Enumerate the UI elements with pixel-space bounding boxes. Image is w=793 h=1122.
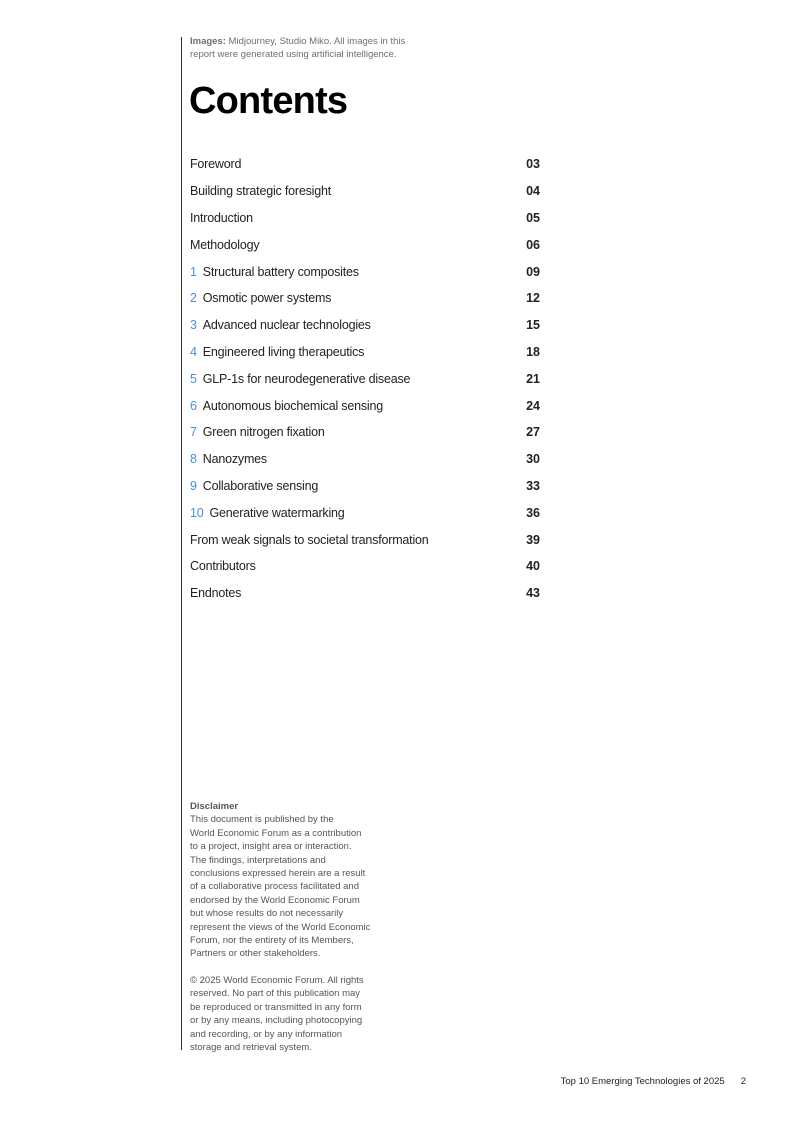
toc-entry-label: Generative watermarking: [209, 505, 345, 520]
toc-entry[interactable]: [190, 178, 542, 205]
toc-entry-label: Methodology: [190, 237, 260, 252]
disclaimer-line: World Economic Forum as a contribution: [190, 827, 362, 839]
toc-entry-page: 05: [526, 210, 540, 225]
disclaimer-line: of a collaborative process facilitated and: [190, 881, 359, 893]
toc-entry-page: 43: [526, 586, 540, 601]
toc-entry[interactable]: [190, 580, 542, 607]
toc-entry[interactable]: [190, 339, 542, 366]
toc-entry-page: 03: [526, 157, 540, 172]
copyright-line: be reproduced or transmitted in any form: [190, 1001, 362, 1013]
page-title: Contents: [189, 80, 348, 122]
toc-entry[interactable]: [190, 285, 542, 312]
toc-entry-number: 7: [190, 425, 197, 440]
disclaimer-line: represent the views of the World Economic: [190, 921, 371, 933]
toc-entry-label: Structural battery composites: [202, 264, 359, 279]
copyright-line: reserved. No part of this publication may: [190, 988, 361, 1000]
toc-entry-page: 39: [526, 532, 540, 547]
disclaimer-line: The findings, interpretations and: [190, 854, 326, 866]
toc-entry[interactable]: [190, 151, 542, 178]
table-of-contents: [190, 151, 542, 607]
disclaimer-heading: Disclaimer: [190, 801, 239, 812]
toc-entry-label: Autonomous biochemical sensing: [202, 398, 383, 413]
toc-entry-number: 3: [190, 318, 197, 333]
toc-entry-number: 8: [190, 452, 197, 467]
toc-entry-number: 4: [190, 344, 197, 359]
disclaimer-line: endorsed by the World Economic Forum: [190, 894, 360, 906]
toc-entry-label: From weak signals to societal transformation: [190, 532, 429, 547]
toc-entry-page: 36: [526, 505, 540, 520]
image-credits-label: Images:: [190, 36, 226, 47]
toc-entry-number: 5: [190, 371, 197, 386]
footer-report-title: Top 10 Emerging Technologies of 2025: [560, 1076, 725, 1087]
toc-entry[interactable]: [190, 231, 542, 258]
disclaimer-text: [190, 813, 380, 960]
toc-entry-page: 09: [526, 264, 540, 279]
footer-page-number: 2: [740, 1076, 746, 1087]
toc-entry[interactable]: [190, 473, 542, 500]
toc-entry[interactable]: [190, 499, 542, 526]
image-credits: [190, 36, 430, 61]
toc-entry-page: 24: [526, 398, 540, 413]
toc-entry-label: Contributors: [190, 559, 256, 574]
toc-entry-label: Endnotes: [190, 586, 242, 601]
toc-entry[interactable]: [190, 365, 542, 392]
toc-entry[interactable]: [190, 205, 542, 232]
toc-entry-page: 15: [526, 318, 540, 333]
copyright-text: [190, 974, 380, 1054]
disclaimer-line: conclusions expressed herein are a result: [190, 868, 366, 880]
toc-entry-label: GLP-1s for neurodegenerative disease: [202, 371, 411, 386]
toc-entry[interactable]: [190, 553, 542, 580]
toc-entry-number: 6: [190, 398, 197, 413]
copyright-line: © 2025 World Economic Forum. All rights: [190, 974, 364, 986]
toc-entry-label: Nanozymes: [202, 452, 267, 467]
copyright-line: and recording, or by any information: [190, 1028, 343, 1040]
copyright-line: or by any means, including photocopying: [190, 1015, 363, 1027]
toc-entry-page: 04: [526, 184, 540, 199]
toc-entry-label: Engineered living therapeutics: [202, 344, 365, 359]
disclaimer-line: This document is published by the: [190, 814, 334, 826]
disclaimer-line: to a project, insight area or interaction.: [190, 841, 352, 853]
toc-entry-page: 40: [526, 559, 540, 574]
toc-entry-number: 2: [190, 291, 197, 306]
copyright-line: storage and retrieval system.: [190, 1041, 312, 1053]
toc-entry-number: 1: [190, 264, 197, 279]
toc-entry[interactable]: [190, 446, 542, 473]
toc-entry-label: Osmotic power systems: [202, 291, 332, 306]
toc-entry-page: 12: [526, 291, 540, 306]
disclaimer-line: Partners or other stakeholders.: [190, 948, 321, 960]
toc-entry[interactable]: [190, 526, 542, 553]
disclaimer-block: [190, 800, 380, 1054]
toc-entry-label: Foreword: [190, 157, 242, 172]
toc-entry-label: Introduction: [190, 210, 253, 225]
toc-entry-page: 27: [526, 425, 540, 440]
toc-entry-page: 18: [526, 344, 540, 359]
toc-entry-label: Green nitrogen fixation: [202, 425, 325, 440]
toc-entry-label: Collaborative sensing: [202, 478, 319, 493]
toc-entry-number: 10: [190, 505, 204, 520]
image-credits-text: Midjourney, Studio Miko. All images in this report were generated using artificial intelligence.: [190, 36, 406, 60]
toc-entry[interactable]: [190, 312, 542, 339]
toc-entry-label: Building strategic foresight: [190, 184, 332, 199]
toc-entry[interactable]: [190, 419, 542, 446]
page-footer: [520, 1076, 746, 1087]
toc-entry-page: 06: [526, 237, 540, 252]
toc-entry[interactable]: [190, 392, 542, 419]
toc-entry-page: 33: [526, 478, 540, 493]
toc-entry[interactable]: [190, 258, 542, 285]
left-vertical-rule: [181, 37, 182, 1050]
toc-entry-number: 9: [190, 478, 197, 493]
disclaimer-line: but whose results do not necessarily: [190, 908, 344, 920]
disclaimer-line: Forum, nor the entirety of its Members,: [190, 935, 354, 947]
toc-entry-page: 21: [526, 371, 540, 386]
toc-entry-label: Advanced nuclear technologies: [202, 318, 371, 333]
toc-entry-page: 30: [526, 452, 540, 467]
